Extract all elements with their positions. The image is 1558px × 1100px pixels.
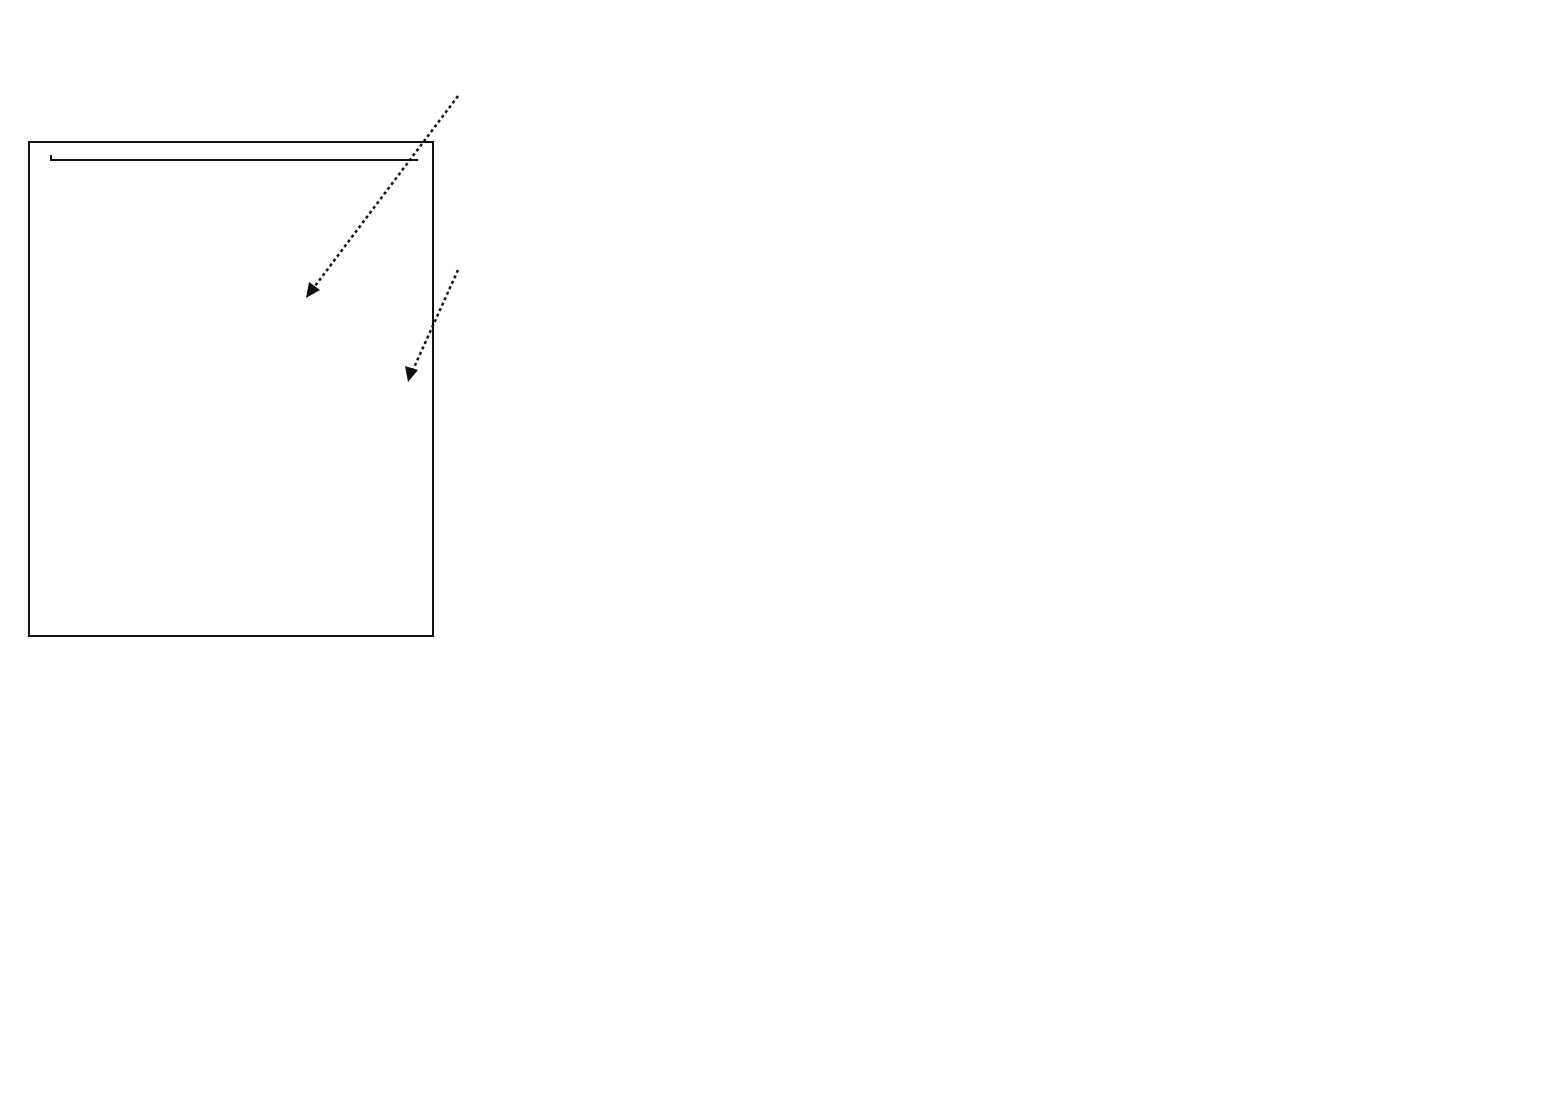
arrow-line-1 (312, 96, 458, 290)
arrowhead-1 (306, 282, 320, 298)
arrowhead-2 (405, 366, 418, 382)
point-1-detail (478, 122, 500, 124)
arrow-line-2 (412, 270, 458, 372)
pointer-arrows (0, 0, 1558, 440)
